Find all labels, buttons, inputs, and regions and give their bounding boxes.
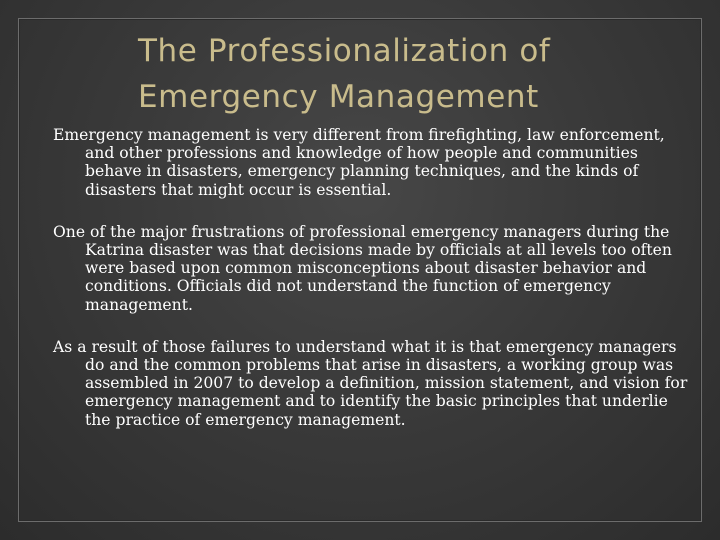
slide-title [138,28,698,120]
body-paragraph-3: As a result of those failures to understand what it is that emergency managers do and the common problems that arise in disasters, a working group was assembled in 2007 to develop a definition, mission statement, and vision for emergency management and to identify the basic principles that underlie the practice of emergency management. [53,337,688,429]
slide-title-line-2: Emergency Management [138,79,539,115]
slide-body [53,126,693,453]
slide-title-line-1: The Professionalization of [138,33,551,69]
body-paragraph-2: One of the major frustrations of professional emergency managers during the Katrina disaster was that decisions made by officials at all levels too often were based upon common misconceptions about disaster behavior and conditions. Officials did not understand the function of emergency management. [53,222,672,314]
body-paragraph-1: Emergency management is very different from firefighting, law enforcement, and other professions and knowledge of how people and communities behave in disasters, emergency planning techniques, and the kinds of disasters that might occur is essential. [53,126,665,199]
